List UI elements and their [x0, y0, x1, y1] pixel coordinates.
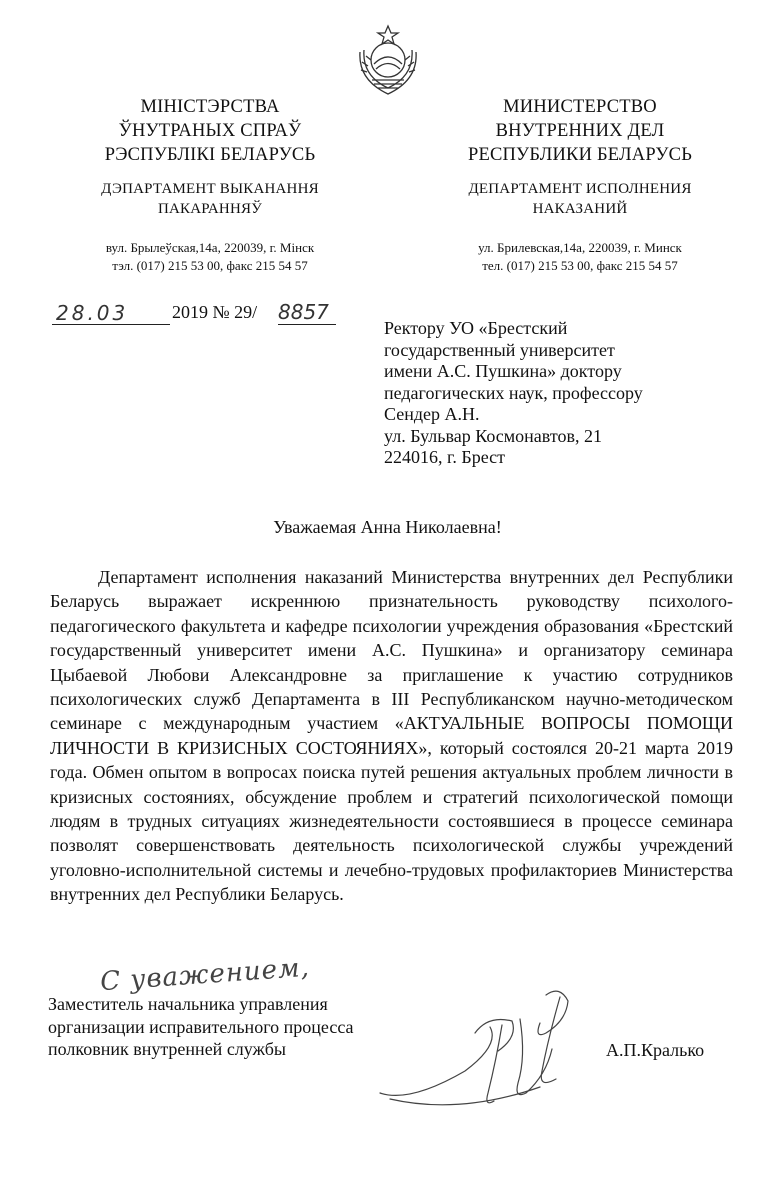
department-name-ru: ДЕПАРТАМЕНТ ИСПОЛНЕНИЯ НАКАЗАНИЙ [468, 181, 692, 217]
registration-date: 28.03 [56, 301, 129, 325]
letter-body: Департамент исполнения наказаний Министерства внутренних дел Республики Беларусь выражает искреннюю признательность руководству психолого-педагогического факультета и кафедре психологии учреждения образования «Брестский государственный университет имени А.С. Пушкина» и организатору семинара Цыбаевой Любови Александровне за приглашение к участию сотрудников психологических служб Департамента в III Республиканском научно-методическом семинаре с международным участием «АКТУАЛЬНЫЕ ВОПРОСЫ ПОМОЩИ ЛИЧНОСТИ В КРИЗИСНЫХ СОСТОЯНИЯХ», который состоялся 20-21 марта 2019 года. Обмен опытом в вопросах поиска путей решения актуальных проблем личности в кризисных состояниях, обсуждение проблем и стратегий психологической помощи людям в трудных ситуациях жизнедеятельности состоявшиеся в процессе семинара позволят совершенствовать деятельность психологической службы учреждений уголовно-исполнительной системы и лечебно-трудовых профилакториев Министерства внутренних дел Республики Беларусь. [50, 567, 733, 905]
ministry-name-by: МІНІСТЭРСТВА ЎНУТРАНЫХ СПРАЎ РЭСПУБЛІКІ БЕЛАРУСЬ [104, 97, 316, 165]
phone-by: тэл. (017) 215 53 00, факс 215 54 57 [112, 258, 308, 273]
phone-ru: тел. (017) 215 53 00, факс 215 54 57 [482, 258, 678, 273]
number-underline [278, 324, 336, 325]
handwritten-signature-icon [370, 975, 610, 1115]
salutation: Уважаемая Анна Николаевна! [273, 517, 502, 537]
registration-number: 8857 [278, 300, 329, 324]
address-block-by [50, 239, 370, 275]
address-ru: ул. Брилевская,14а, 220039, г. Минск [478, 240, 682, 255]
header-left-belarusian [50, 95, 370, 275]
date-underline [52, 324, 170, 325]
address-by: вул. Брылеўская,14а, 220039, г. Мінск [105, 240, 315, 255]
registration-year-number: 2019 № 29/ [172, 302, 258, 322]
ministry-name-ru: МИНИСТЕРСТВО ВНУТРЕННИХ ДЕЛ РЕСПУБЛИКИ БЕЛАРУСЬ [467, 97, 693, 165]
closing-handwritten: С уважением, [99, 952, 311, 998]
address-block-ru [420, 239, 740, 275]
registration-line [52, 302, 352, 330]
signer-position: Заместитель начальника управления организации исправительного процесса полковник внутренней службы [48, 994, 354, 1059]
belarus-emblem-icon [350, 22, 426, 98]
header-right-russian [420, 95, 740, 275]
recipient-block: Ректору УО «Брестский государственный университет имени А.С. Пушкина» доктору педагогических наук, профессору Сендер А.Н. ул. Бульвар Космонавтов, 21 224016, г. Брест [384, 318, 643, 467]
department-name-by: ДЭПАРТАМЕНТ ВЫКАНАННЯ ПАКАРАННЯЎ [101, 181, 319, 217]
signer-name: А.П.Кралько [606, 1040, 705, 1060]
